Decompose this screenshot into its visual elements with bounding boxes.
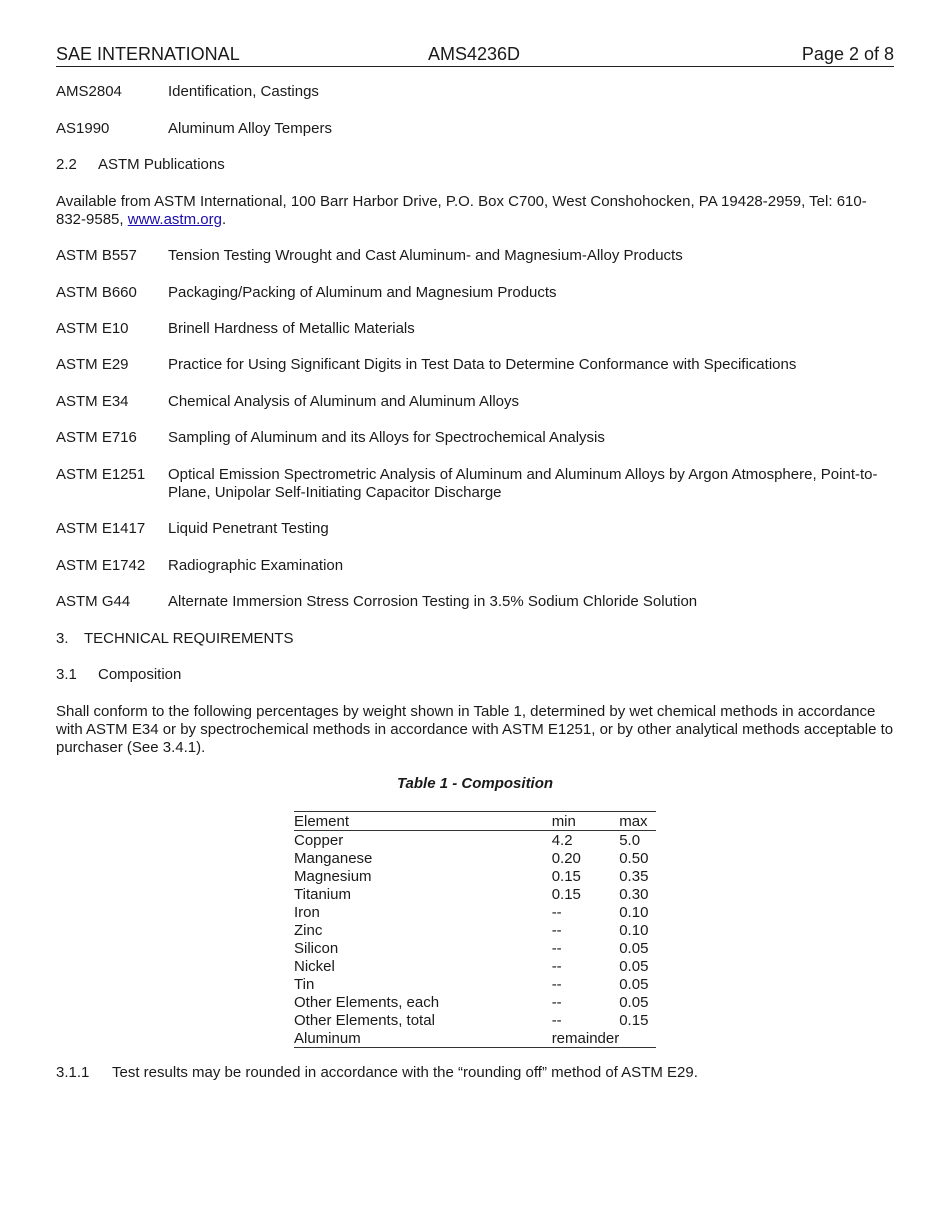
cell-max: 0.15 [619,1011,649,1029]
reference-title: Chemical Analysis of Aluminum and Aluminum Alloys [168,393,519,410]
reference-code: ASTM E1251 [56,466,146,483]
section-number: 3.1.1 [56,1064,90,1081]
cell-element: Manganese [294,849,373,867]
reference-code: ASTM E10 [56,320,129,337]
cell-max: 0.50 [619,849,649,867]
column-header-element: Element [294,812,552,831]
table-row [294,921,656,939]
reference-title: Aluminum Alloy Tempers [168,120,332,137]
column-header-max: max [619,812,656,831]
cell-max [619,1029,656,1048]
astm-website-link[interactable]: www.astm.org [127,211,222,228]
reference-code: ASTM E29 [56,356,129,373]
table-row [294,903,656,921]
table-row [294,849,656,867]
table-header-row [294,812,656,831]
cell-min: -- [551,921,562,939]
reference-code: ASTM E716 [56,429,137,446]
table-row [294,885,656,903]
cell-min: remainder [551,1029,620,1047]
reference-title: Identification, Castings [168,83,319,100]
cell-element: Other Elements, total [294,1011,435,1029]
reference-code: ASTM E1742 [56,557,146,574]
availability-tail: . [221,211,227,228]
cell-max: 0.05 [619,975,649,993]
cell-min: 0.15 [551,885,581,903]
header-page-number: Page 2 of 8 [801,44,894,64]
cell-max: 0.05 [619,993,649,1011]
reference-title: Alternate Immersion Stress Corrosion Testing in 3.5% Sodium Chloride Solution [168,593,698,610]
table-row [294,939,656,957]
reference-code: ASTM G44 [56,593,131,610]
cell-min: -- [551,1011,562,1029]
table-row [294,975,656,993]
reference-title: Brinell Hardness of Metallic Materials [168,320,415,337]
reference-code: ASTM B557 [56,247,137,264]
cell-element: Aluminum [294,1029,552,1048]
reference-title: Practice for Using Significant Digits in Test Data to Determine Conformance with Specifications [168,356,797,373]
cell-max: 0.30 [619,885,649,903]
reference-title: Tension Testing Wrought and Cast Aluminum- and Magnesium-Alloy Products [168,247,683,264]
cell-min: -- [551,993,562,1011]
reference-title: Sampling of Aluminum and its Alloys for Spectrochemical Analysis [168,429,605,446]
cell-max: 0.10 [619,921,649,939]
table-row [294,831,656,850]
table-row [294,993,656,1011]
reference-title: Radiographic Examination [168,557,344,574]
cell-min: -- [551,957,562,975]
cell-max: 0.05 [619,957,649,975]
cell-max: 0.10 [619,903,649,921]
cell-element: Titanium [294,885,351,903]
cell-max: 5.0 [619,831,641,849]
table-row [294,1029,656,1048]
reference-title: Packaging/Packing of Aluminum and Magnesium Products [168,284,557,301]
composition-table [294,811,656,1048]
cell-min: -- [551,939,562,957]
cell-min: 0.15 [551,867,581,885]
table-row [294,1011,656,1029]
reference-code: ASTM B660 [56,284,137,301]
cell-element: Zinc [294,921,323,939]
astm-availability-paragraph [56,193,894,229]
cell-min: -- [551,975,562,993]
reference-title: Optical Emission Spectrometric Analysis of Aluminum and Aluminum Alloys by Argon Atmosphere, Point-to-Plane, Unipolar Self-Initiating Capacitor Discharge [168,466,878,501]
cell-min: 4.2 [551,831,573,849]
table-row [294,957,656,975]
table-caption: Table 1 - Composition [396,775,554,792]
reference-title: Liquid Penetrant Testing [168,520,329,537]
cell-element: Magnesium [294,867,372,885]
reference-code: AS1990 [56,120,110,137]
cell-element: Tin [294,975,315,993]
cell-min: 0.20 [551,849,581,867]
header-doc-number: AMS4236D [428,44,521,64]
section-title: TECHNICAL REQUIREMENTS [84,630,294,647]
header-org: SAE INTERNATIONAL [56,44,240,64]
availability-text: Available from ASTM International, 100 Barr Harbor Drive, P.O. Box C700, West Conshohocken, PA 19428-2959, Tel: 610-832-9585, [56,193,867,228]
cell-element: Iron [294,903,320,921]
section-number: 2.2 [56,156,77,173]
section-title: ASTM Publications [98,156,225,173]
column-header-min: min [552,812,620,831]
cell-element: Nickel [294,957,335,975]
section-number: 3. [56,630,69,647]
page-header [56,44,894,67]
section-text: Test results may be rounded in accordance with the “rounding off” method of ASTM E29. [112,1064,698,1081]
reference-code: AMS2804 [56,83,122,100]
cell-element: Silicon [294,939,339,957]
reference-code: ASTM E34 [56,393,129,410]
cell-max: 0.05 [619,939,649,957]
cell-min: -- [551,903,562,921]
table-row [294,867,656,885]
cell-element: Copper [294,831,344,849]
reference-code: ASTM E1417 [56,520,146,537]
cell-max: 0.35 [619,867,649,885]
cell-element: Other Elements, each [294,993,440,1011]
composition-paragraph: Shall conform to the following percentages by weight shown in Table 1, determined by wet chemical methods in accordance with ASTM E34 or by spectrochemical methods in accordance with ASTM E1251, or by other analytical methods acceptable to purchaser (See 3.4.1). [56,703,894,756]
section-number: 3.1 [56,666,77,683]
section-title: Composition [98,666,182,683]
